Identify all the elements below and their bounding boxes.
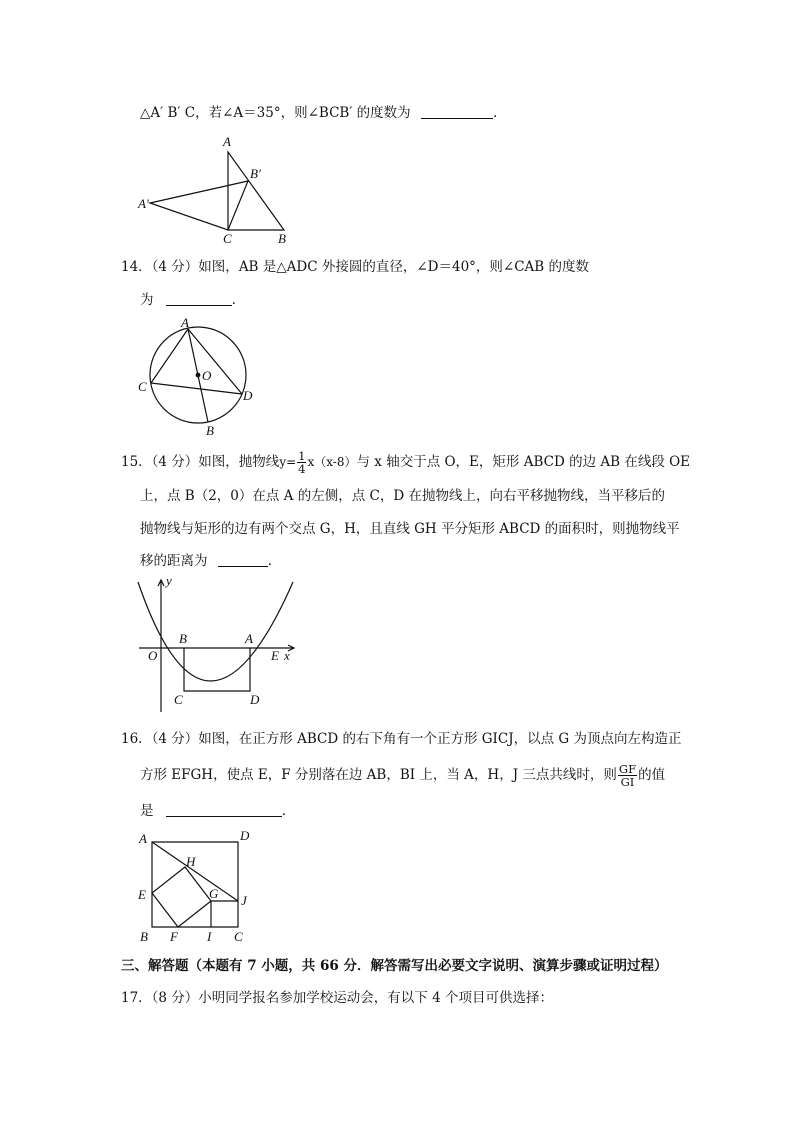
q15-eq-rest: x（x-8） (307, 455, 357, 469)
q16-end: ． (281, 803, 296, 819)
q13-label-ap: A′ (138, 196, 149, 211)
q16-label-f: F (170, 929, 178, 944)
q14-label-o: O (202, 368, 212, 383)
q16-label-b: B (140, 929, 148, 944)
q15-text1-rest: 与 x 轴交于点 O，E，矩形 ABCD 的边 AB 在线段 OE (356, 454, 691, 470)
q13-label-bp: B′ (250, 166, 261, 181)
q15-end: ． (267, 553, 282, 569)
q16-label-h: H (186, 854, 196, 869)
q15-label-c: C (174, 692, 183, 707)
q16-text2b: 的值 (638, 767, 666, 783)
q16-text3: 是 (140, 803, 154, 819)
q15-label-d: D (250, 692, 260, 707)
q15-text3: 抛物线与矩形的边有两个交点 G，H，且直线 GH 平分矩形 ABCD 的面积时，则抛物线平 (140, 521, 680, 537)
q15-label-y: y (166, 573, 172, 588)
q17-text: 17．（8 分）小明同学报名参加学校运动会，有以下 4 个项目可供选择： (121, 990, 553, 1006)
q16-label-g: G (209, 886, 219, 901)
q13-label-a: A (223, 134, 231, 149)
q15-prefix: 15．（4 分）如图，抛物线 (121, 454, 280, 470)
q16-label-a: A (139, 831, 147, 846)
q13-statement: △A′ B′ C，若∠A＝35°，则∠BCB′ 的度数为 (140, 105, 411, 121)
q14-text1: AB 是△ADC 外接圆的直径，∠D＝40°，则∠CAB 的度数 (238, 259, 590, 275)
q14-label-d: D (243, 388, 253, 403)
q14-prefix: 14．（4 分）如图， (121, 259, 239, 275)
section-3-header: 三、解答题（本题有 7 小题，共 66 分．解答需写出必要文字说明、演算步骤或证明过程） (121, 958, 668, 974)
q15-frac-den: 4 (298, 462, 306, 476)
q16-label-i: I (207, 929, 212, 944)
q14-label-b: B (206, 423, 214, 438)
q16-label-e: E (138, 887, 146, 902)
q15-text2: 上，点 B（2，0）在点 A 的左侧，点 C，D 在抛物线上，向右平移抛物线，当平移后的 (140, 488, 665, 504)
q14-label-a: A (181, 315, 189, 330)
q13-label-c: C (223, 231, 232, 246)
q15-label-e: E (271, 648, 279, 663)
q16-frac-num: GF (618, 762, 637, 776)
q15-eq-y: y= (279, 455, 297, 469)
q16-line-aj (152, 842, 238, 901)
q14-label-c: C (138, 379, 147, 394)
q13-end: ． (492, 105, 507, 121)
q16-square-gicj (211, 901, 238, 927)
q15-label-a: A (245, 631, 253, 646)
q16-label-j: J (241, 893, 247, 908)
q16-label-d: D (240, 828, 250, 843)
q15-frac-num: 1 (298, 449, 306, 463)
q16-frac-den: GI (620, 775, 635, 789)
q14-text2: 为 (140, 292, 154, 308)
q15-label-x: x (284, 648, 290, 663)
q15-label-b: B (179, 631, 187, 646)
q15-label-o: O (148, 648, 158, 663)
q15-text4: 移的距离为 (140, 553, 208, 569)
q16-label-c: C (234, 929, 243, 944)
q13-label-b: B (278, 231, 286, 246)
q16-text1: 16．（4 分）如图，在正方形 ABCD 的右下角有一个正方形 GICJ，以点 G 为顶点向左构造正 (121, 731, 682, 747)
q14-end: ． (231, 292, 246, 308)
q16-text2a: 方形 EFGH，使点 E，F 分别落在边 AB，BI 上，当 A，H，J 三点共线时，则 (140, 767, 617, 783)
